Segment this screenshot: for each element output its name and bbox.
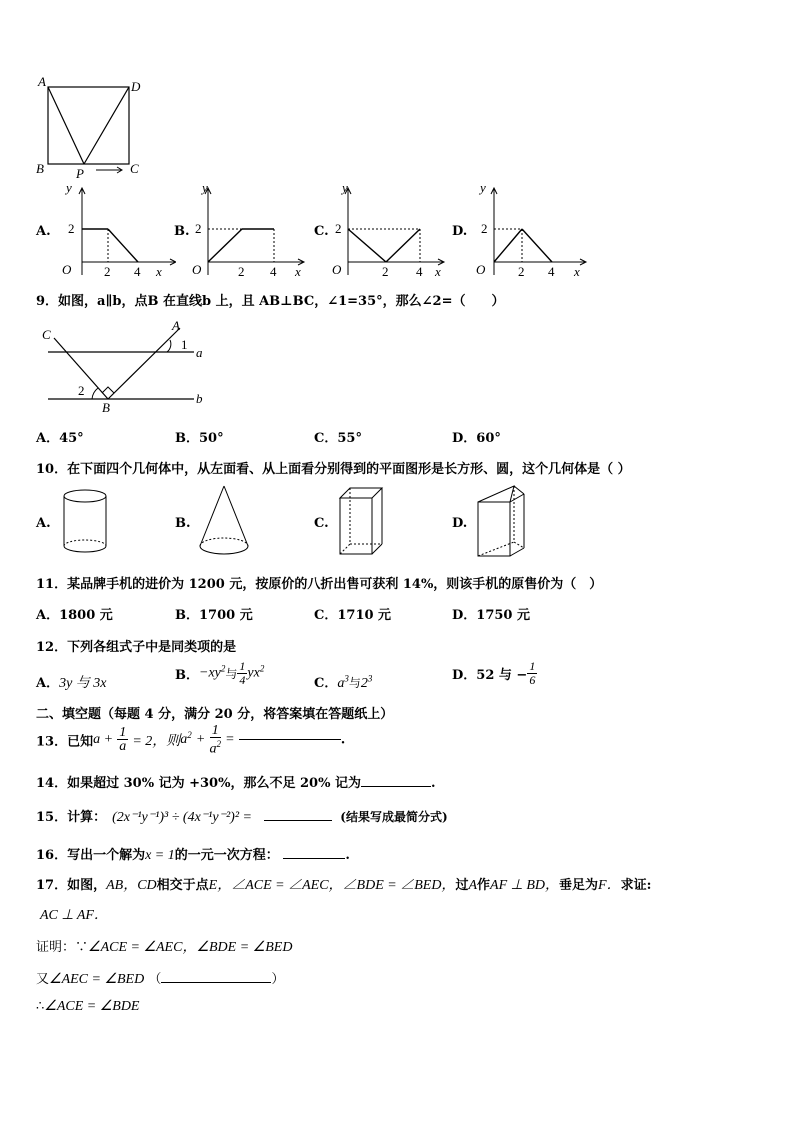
q13: 13．已知a + $\frac{1}{a}$ = 2，则$a^2$ + $\frac{1}{a^2}$ = .: [36, 723, 346, 757]
q17-line2: AC ⊥ AF．: [40, 908, 108, 923]
q10-option-c[interactable]: C.: [314, 516, 329, 531]
q12-option-b[interactable]: B．$-xy^2$与 $\frac{1}{4}$ $yx^2$: [175, 659, 265, 687]
svg-text:2: 2: [382, 264, 389, 279]
svg-text:A: A: [172, 318, 180, 333]
svg-text:4: 4: [134, 264, 141, 279]
q8-square-figure: [30, 72, 160, 182]
q8-graph-C: [314, 180, 454, 280]
q17-proof-line3: ∴∠ACE = ∠BDE: [36, 999, 140, 1014]
svg-text:a: a: [196, 345, 203, 360]
q9-parallel-lines-figure: [36, 318, 226, 418]
q12-option-a[interactable]: A．3y 与 3x: [36, 676, 107, 691]
q9-stem: 9．如图，a∥b，点B 在直线b 上，且 AB⊥BC，∠1=35°，那么∠2=（ ）: [36, 294, 505, 309]
svg-text:2: 2: [195, 221, 202, 236]
rectangular-prism-icon: [336, 484, 388, 560]
q16: 16．写出一个解为x = 1的一元一次方程： .: [36, 848, 350, 863]
q9-option-c[interactable]: C．55°: [314, 431, 362, 446]
q12-option-c[interactable]: C．$a^3$与$2^3$: [314, 673, 373, 691]
q12-option-d[interactable]: D．52 与 − $\frac{1}{6}$: [452, 659, 536, 687]
q17-line1: 17．如图，AB，CD相交于点E，∠ACE = ∠AEC，∠BDE = ∠BED，过A作AF ⊥ BD，垂足为F．求证:: [36, 878, 652, 893]
q8-graph-A: [36, 180, 176, 280]
svg-text:y: y: [480, 180, 486, 195]
option-label: B.: [174, 224, 190, 239]
svg-text:x: x: [435, 264, 441, 279]
svg-text:O: O: [62, 262, 72, 277]
svg-text:4: 4: [270, 264, 277, 279]
q10-stem: 10．在下面四个几何体中，从左面看、从上面看分别得到的平面图形是长方形、圆，这个几何体是（ ）: [36, 462, 631, 477]
q14-answer-blank[interactable]: [361, 786, 431, 787]
svg-text:x: x: [574, 264, 580, 279]
option-label: D.: [452, 224, 468, 239]
q9-option-b[interactable]: B．50°: [175, 431, 224, 446]
q11-option-b[interactable]: B．1700 元: [175, 608, 253, 623]
label-A: A: [38, 74, 46, 89]
svg-text:x: x: [295, 264, 301, 279]
q17-proof-line2: 又∠AEC = ∠BED （ ）: [36, 972, 285, 987]
section-heading: 二、填空题（每题 4 分，满分 20 分，将答案填在答题纸上）: [36, 707, 394, 722]
q14: 14．如果超过 30% 记为 +30%，那么不足 20% 记为 .: [36, 776, 436, 791]
option-label: A.: [36, 224, 51, 239]
q11-stem: 11．某品牌手机的进价为 1200 元，按原价的八折出售可获利 14%，则该手机的原售价为（ ）: [36, 577, 603, 592]
q11-option-d[interactable]: D．1750 元: [452, 608, 530, 623]
triangular-prism-icon: [474, 482, 530, 560]
q10-option-b[interactable]: B.: [175, 516, 191, 531]
svg-text:2: 2: [104, 264, 111, 279]
svg-text:O: O: [476, 262, 486, 277]
option-label: C.: [314, 224, 329, 239]
q10-option-d[interactable]: D.: [452, 516, 468, 531]
svg-text:y: y: [202, 180, 208, 195]
q16-answer-blank[interactable]: [283, 858, 345, 859]
q15: 15．计算： (2x⁻¹y⁻¹)³ ÷ (4x⁻¹y⁻²)² = (结果写成最简分式): [36, 810, 448, 825]
q8-graph-B: [174, 180, 314, 280]
svg-text:2: 2: [78, 383, 85, 398]
svg-text:C: C: [42, 327, 51, 342]
label-D: D: [131, 79, 141, 94]
q9-option-d[interactable]: D．60°: [452, 431, 501, 446]
q11-option-c[interactable]: C．1710 元: [314, 608, 392, 623]
svg-text:2: 2: [238, 264, 245, 279]
cylinder-icon: [60, 488, 112, 558]
svg-text:4: 4: [416, 264, 423, 279]
q17-proof-line1: 证明：∵∠ACE = ∠AEC，∠BDE = ∠BED: [36, 940, 293, 955]
svg-text:y: y: [342, 180, 348, 195]
svg-text:4: 4: [548, 264, 555, 279]
q15-answer-blank[interactable]: [264, 820, 332, 821]
q9-option-a[interactable]: A．45°: [36, 431, 84, 446]
svg-text:2: 2: [68, 221, 75, 236]
q10-option-a[interactable]: A.: [36, 516, 51, 531]
svg-text:B: B: [102, 400, 110, 415]
svg-text:1: 1: [181, 337, 188, 352]
cone-icon: [196, 484, 254, 560]
q11-option-a[interactable]: A．1800 元: [36, 608, 113, 623]
svg-text:b: b: [196, 391, 203, 406]
label-B: B: [36, 161, 44, 176]
svg-text:2: 2: [335, 221, 342, 236]
label-C: C: [130, 161, 139, 176]
q17-reason-blank[interactable]: [161, 982, 271, 983]
svg-text:2: 2: [481, 221, 488, 236]
label-P: P: [76, 166, 84, 181]
svg-text:O: O: [192, 262, 202, 277]
svg-text:2: 2: [518, 264, 525, 279]
svg-text:O: O: [332, 262, 342, 277]
q13-answer-blank[interactable]: [239, 739, 341, 740]
q12-stem: 12．下列各组式子中是同类项的是: [36, 640, 237, 655]
svg-text:y: y: [66, 180, 72, 195]
svg-text:x: x: [156, 264, 162, 279]
q8-graph-D: [452, 180, 592, 280]
